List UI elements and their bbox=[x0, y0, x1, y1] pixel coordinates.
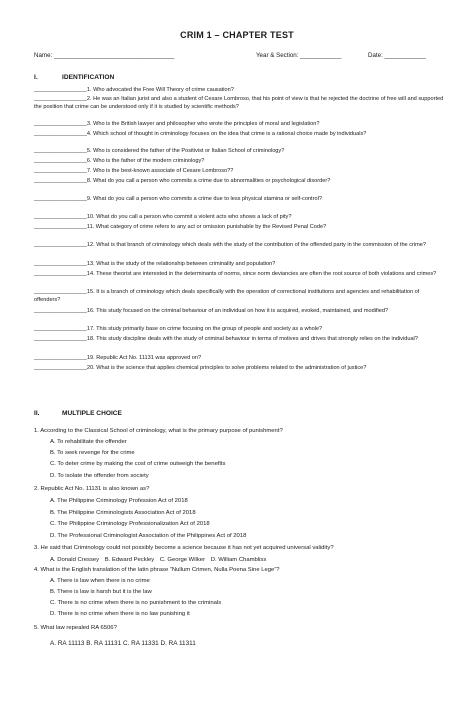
identification-item: _________________11. What category of crime refers to any act or omission punishable by the Revised Penal Code? bbox=[34, 224, 327, 230]
mc-option: B. The Philippine Criminologists Association Act of 2018 bbox=[50, 510, 196, 516]
mc-option: D. To isolate the offender from society bbox=[50, 473, 149, 479]
mc-option: B. Edward Peckley bbox=[104, 557, 155, 563]
mc-question-1: 1. According to the Classical School of criminology, what is the primary purpose of punishment? bbox=[34, 428, 283, 434]
mc-question-5: 5. What law repealed RA 6506? bbox=[34, 625, 117, 631]
mc-option-letter: B. bbox=[50, 589, 56, 595]
mc-option: A. To rehabilitate the offender bbox=[50, 439, 127, 445]
identification-item: _________________5. Who is considered the father of the Positivist or Italian School of criminology? bbox=[34, 148, 285, 154]
identification-item: _________________17. This study primarily base on crime focusing on the group of people and society as a whole? bbox=[34, 326, 323, 332]
mc-option bbox=[50, 611, 190, 617]
identification-item: _________________12. What is that branch of criminology which deals with the study of the contribution of the offended party in the commission of the crime? bbox=[34, 242, 427, 248]
mc-option: C. George Wilker bbox=[159, 557, 206, 563]
identification-item: _________________10. What do you call a person who commit a violent acts who shows a lack of pity? bbox=[34, 214, 292, 220]
date-field[interactable]: Date: ____________ bbox=[368, 52, 426, 59]
mc-option: D. William Chambliss bbox=[210, 557, 267, 563]
mc-option-text: There is law when there is no crime bbox=[57, 578, 150, 584]
section-heading-multiple-choice: MULTIPLE CHOICE bbox=[62, 410, 122, 417]
mc-option-text: There is no crime when there is no punishment to the criminals bbox=[57, 600, 222, 606]
identification-item: _________________3. Who is the British lawyer and philosopher who wrote the principles of moral and legislation? bbox=[34, 121, 320, 127]
identification-item: _________________2. He was an Italian jurist and also a student of Cesare Lombroso, that his point of view is that he rejected the doctrine of free will and supported the position that crime can be understood only if it is studied by scientific methods? bbox=[34, 96, 444, 110]
mc-option-letter: C. bbox=[50, 600, 56, 606]
identification-item: _________________13. What is the study of the relationship between criminality and population? bbox=[34, 261, 276, 267]
mc-option-text: There is no crime when there is no law punishing it bbox=[57, 611, 190, 617]
identification-item: _________________9. What do you call a person who commits a crime due to less physical stamina or self-control? bbox=[34, 196, 322, 202]
section-number-2: II. bbox=[34, 410, 40, 417]
identification-item: _________________18. This study discipline deals with the study of criminal behaviour in terms of motives and drives that strongly relies on the individual? bbox=[34, 336, 418, 342]
mc-option-letter: D. bbox=[50, 611, 56, 617]
mc-option: A. Donald Cressey bbox=[50, 557, 100, 563]
mc-option: C. The Philippine Criminology Professionalization Act of 2018 bbox=[50, 521, 210, 527]
mc-options-row bbox=[50, 557, 270, 563]
mc-question-3: 3. He said that Criminology could not possibly become a science because it has not yet acquired universal validity? bbox=[34, 545, 334, 551]
mc-option: B. To seek revenge for the crime bbox=[50, 450, 135, 456]
identification-item: _________________1. Who advocated the Free Will Theory of crime causation? bbox=[34, 87, 234, 93]
mc-question-2: 2. Republic Act No. 11131 is also known as? bbox=[34, 486, 150, 492]
mc-option bbox=[50, 578, 150, 584]
mc-option: A. The Philippine Criminology Profession Act of 2018 bbox=[50, 498, 188, 504]
identification-item: _________________20. What is the science that applies chemical principles to solve problems related to the administration of justice? bbox=[34, 365, 367, 371]
mc-options-row: A. RA 11113 B. RA 11131 C. RA 11331 D. RA 11311 bbox=[50, 640, 196, 647]
mc-option: C. To deter crime by making the cost of crime outweigh the benefits bbox=[50, 461, 226, 467]
section-number-1: I. bbox=[34, 74, 38, 81]
section-heading-identification: IDENTIFICATION bbox=[62, 74, 115, 81]
page-title: CRIM 1 – CHAPTER TEST bbox=[180, 30, 294, 40]
mc-option-text: There is law is harsh but it is the law bbox=[57, 589, 152, 595]
mc-question-4: 4. What is the English translation of the latin phrase “Nullum Crimen, Nulla Poena Sine Lege”? bbox=[34, 567, 280, 573]
identification-item: _________________14. These theorist are interested in the determinants of norms, since norm deviancies are often the root source of both violations and crimes? bbox=[34, 271, 437, 277]
mc-option bbox=[50, 600, 221, 606]
identification-item: _________________16. This study focused on the criminal behaviour of an individual on how it is acquired, evoked, maintained, and modified? bbox=[34, 308, 389, 314]
identification-item: _________________4. Which school of thought in criminology focuses on the idea that crime is a rational choice made by individuals? bbox=[34, 131, 367, 137]
mc-option bbox=[50, 589, 152, 595]
identification-item: _________________19. Republic Act No. 11131 was approved on? bbox=[34, 355, 202, 361]
year-section-field[interactable]: Year & Section: ____________ bbox=[256, 52, 342, 59]
identification-item: _________________15. It is a branch of criminology which deals specifically with the operation of correctional institutions and agencies and rehabilitation of offenders? bbox=[34, 289, 420, 303]
identification-item: _________________7. Who is the best-known associate of Cesare Lombroso?? bbox=[34, 168, 234, 174]
mc-option-letter: A. bbox=[50, 578, 56, 584]
mc-option: D. The Professional Criminologist Association of the Philippines Act of 2018 bbox=[50, 533, 247, 539]
identification-item: _________________6. Who is the father of the modern criminology? bbox=[34, 158, 205, 164]
name-field[interactable]: Name: ___________________________________ bbox=[34, 52, 175, 59]
identification-item: _________________8. What do you call a person who commits a crime due to abnormalities or psychological disorder? bbox=[34, 178, 331, 184]
